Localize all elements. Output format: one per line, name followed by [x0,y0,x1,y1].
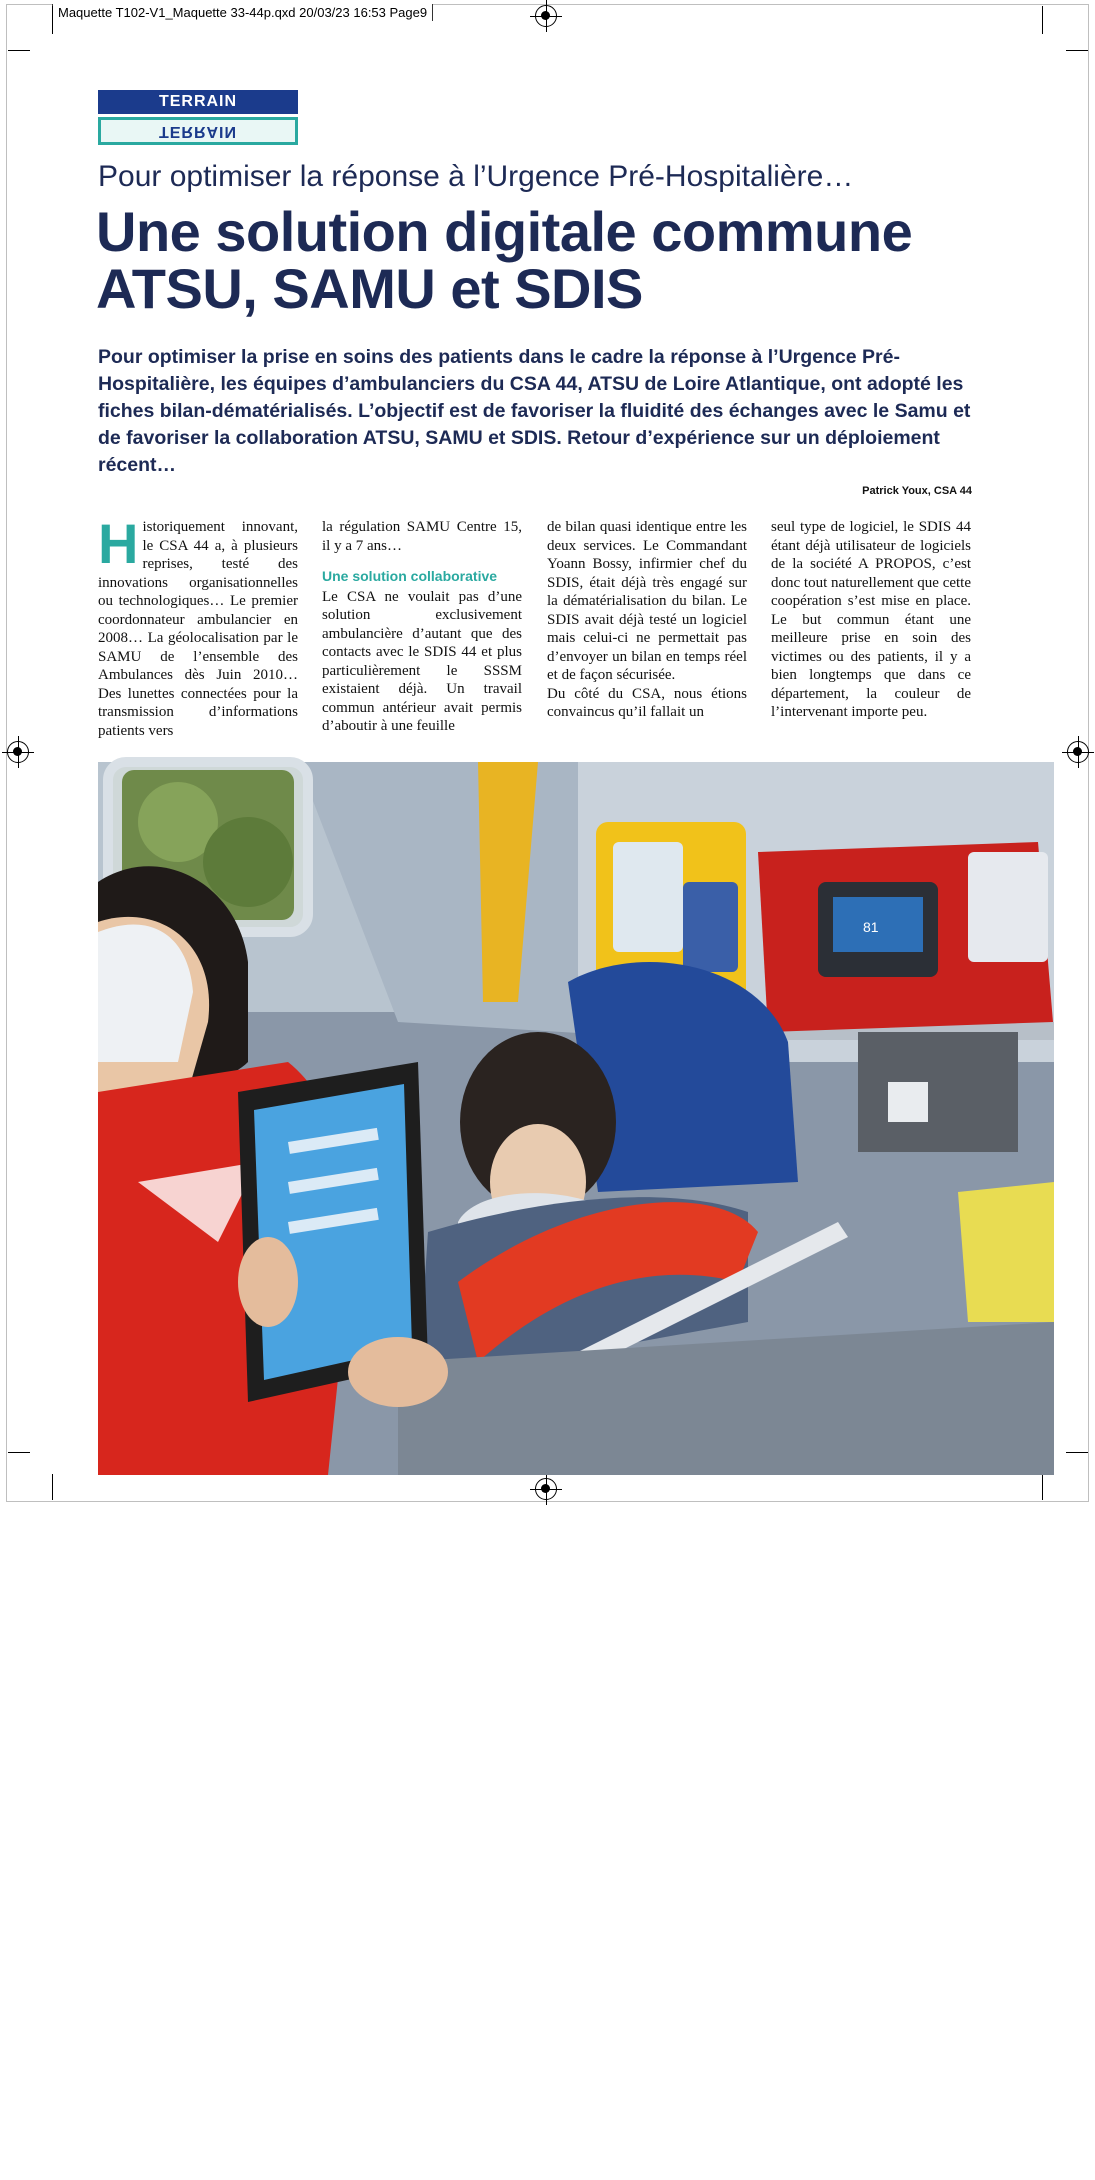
article-column-1 [98,512,298,740]
paragraph: de bilan quasi identique entre les deux services. Le Commandant Yoann Bossy, infirmier chef du SDIS, était déjà très engagé sur la dématérialisation du bilan. Le SDIS avait déjà testé un logiciel mais celui-ci ne permettait pas d’envoyer un bilan en temps réel et de façon sécurisée. [547,519,747,683]
page-footer: MARS 2023 • N°102 • TURBULANCES • 9 [784,2168,1004,2180]
standfirst: Pour optimiser la prise en soins des patients dans le cadre la réponse à l’Urgence Pré-Hospitalière, les équipes d’ambulanciers du CSA 44, ATSU de Loire Atlantique, ont adopté les fiches bilan-dématérialisés. L’objectif est de favoriser la fluidité des échanges avec le Samu et de favoriser la collaboration ATSU, SAMU et SDIS. Retour d’expérience sur un déploiement récent… [98,346,971,476]
paragraph: istoriquement innovant, le CSA 44 a, à plusieurs reprises, testé des innovations organisationnelles ou technologiques… Le premier coordonnateur ambulancier en 2008… La géolocalisation par le SAMU de l’ensemble des Ambulances dès Juin 2010… Des lunettes connectées pour la transmission d’informations patients vers [98,519,298,739]
kicker: Pour optimiser la réponse à l’Urgence Pré-Hospitalière… [98,160,854,193]
article-column-3 [547,518,747,722]
subheading: Une solution collaborative [322,568,498,584]
crop-mark [1066,50,1088,51]
footer-date: MARS 2023 [784,2168,847,2180]
article-photo [98,762,1054,2180]
footer-issue: N°102 [857,2168,890,2180]
registration-mark-icon [535,5,557,27]
crop-mark [8,50,30,51]
headline-line-1: Une solution digitale commune [96,200,913,263]
paragraph: Le CSA ne voulait pas d’une solution exclusivement ambulancière d’autant que des contacts avec le SDIS 44 et plus particulièrement le SSSM existaient déjà. Un travail commun antérieur avait permis d’aboutir à une feuille [322,588,522,734]
registration-mark-icon [1067,741,1089,763]
section-tag: TERRAIN [98,90,298,114]
paragraph: la régulation SAMU Centre 15, il y a 7 ans… [322,519,522,554]
crop-mark [1042,6,1043,34]
registration-mark-icon [535,1478,557,1500]
paragraph: Du côté du CSA, nous étions convaincus qu’il fallait un [547,685,747,720]
page-number: 9 [997,2168,1004,2180]
headline [96,200,1036,320]
crop-mark [8,1452,30,1453]
paragraph: seul type de logiciel, le SDIS 44 étant déjà utilisateur de logiciels de la société A PROPOS, c’est donc tout naturellement que cette coopération s’est mise en place. Le but commun étant une meilleure prise en soin des victimes ou des patients, il y a bien longtemps que dans ce département, la couleur de l’intervenant importe peu. [771,519,971,720]
monitor-reading: 81 [863,919,879,935]
crop-mark [52,1474,53,1500]
footer-magazine: TURBULANCES [899,2168,988,2180]
article-column-4 [771,518,971,722]
headline-line-2: ATSU, SAMU et SDIS [96,257,643,320]
author-credit: Patrick Youx, CSA 44 [862,485,972,497]
crop-mark [1066,1452,1088,1453]
crop-mark [52,6,53,34]
registration-mark-icon [7,741,29,763]
print-slug: Maquette T102-V1_Maquette 33-44p.qxd 20/03/23 16:53 Page9 [52,4,433,21]
crop-mark [1042,1474,1043,1500]
article-column-2 [322,518,522,736]
drop-cap: H [98,512,139,575]
section-tag-mirror: TERRAIN [98,117,298,145]
